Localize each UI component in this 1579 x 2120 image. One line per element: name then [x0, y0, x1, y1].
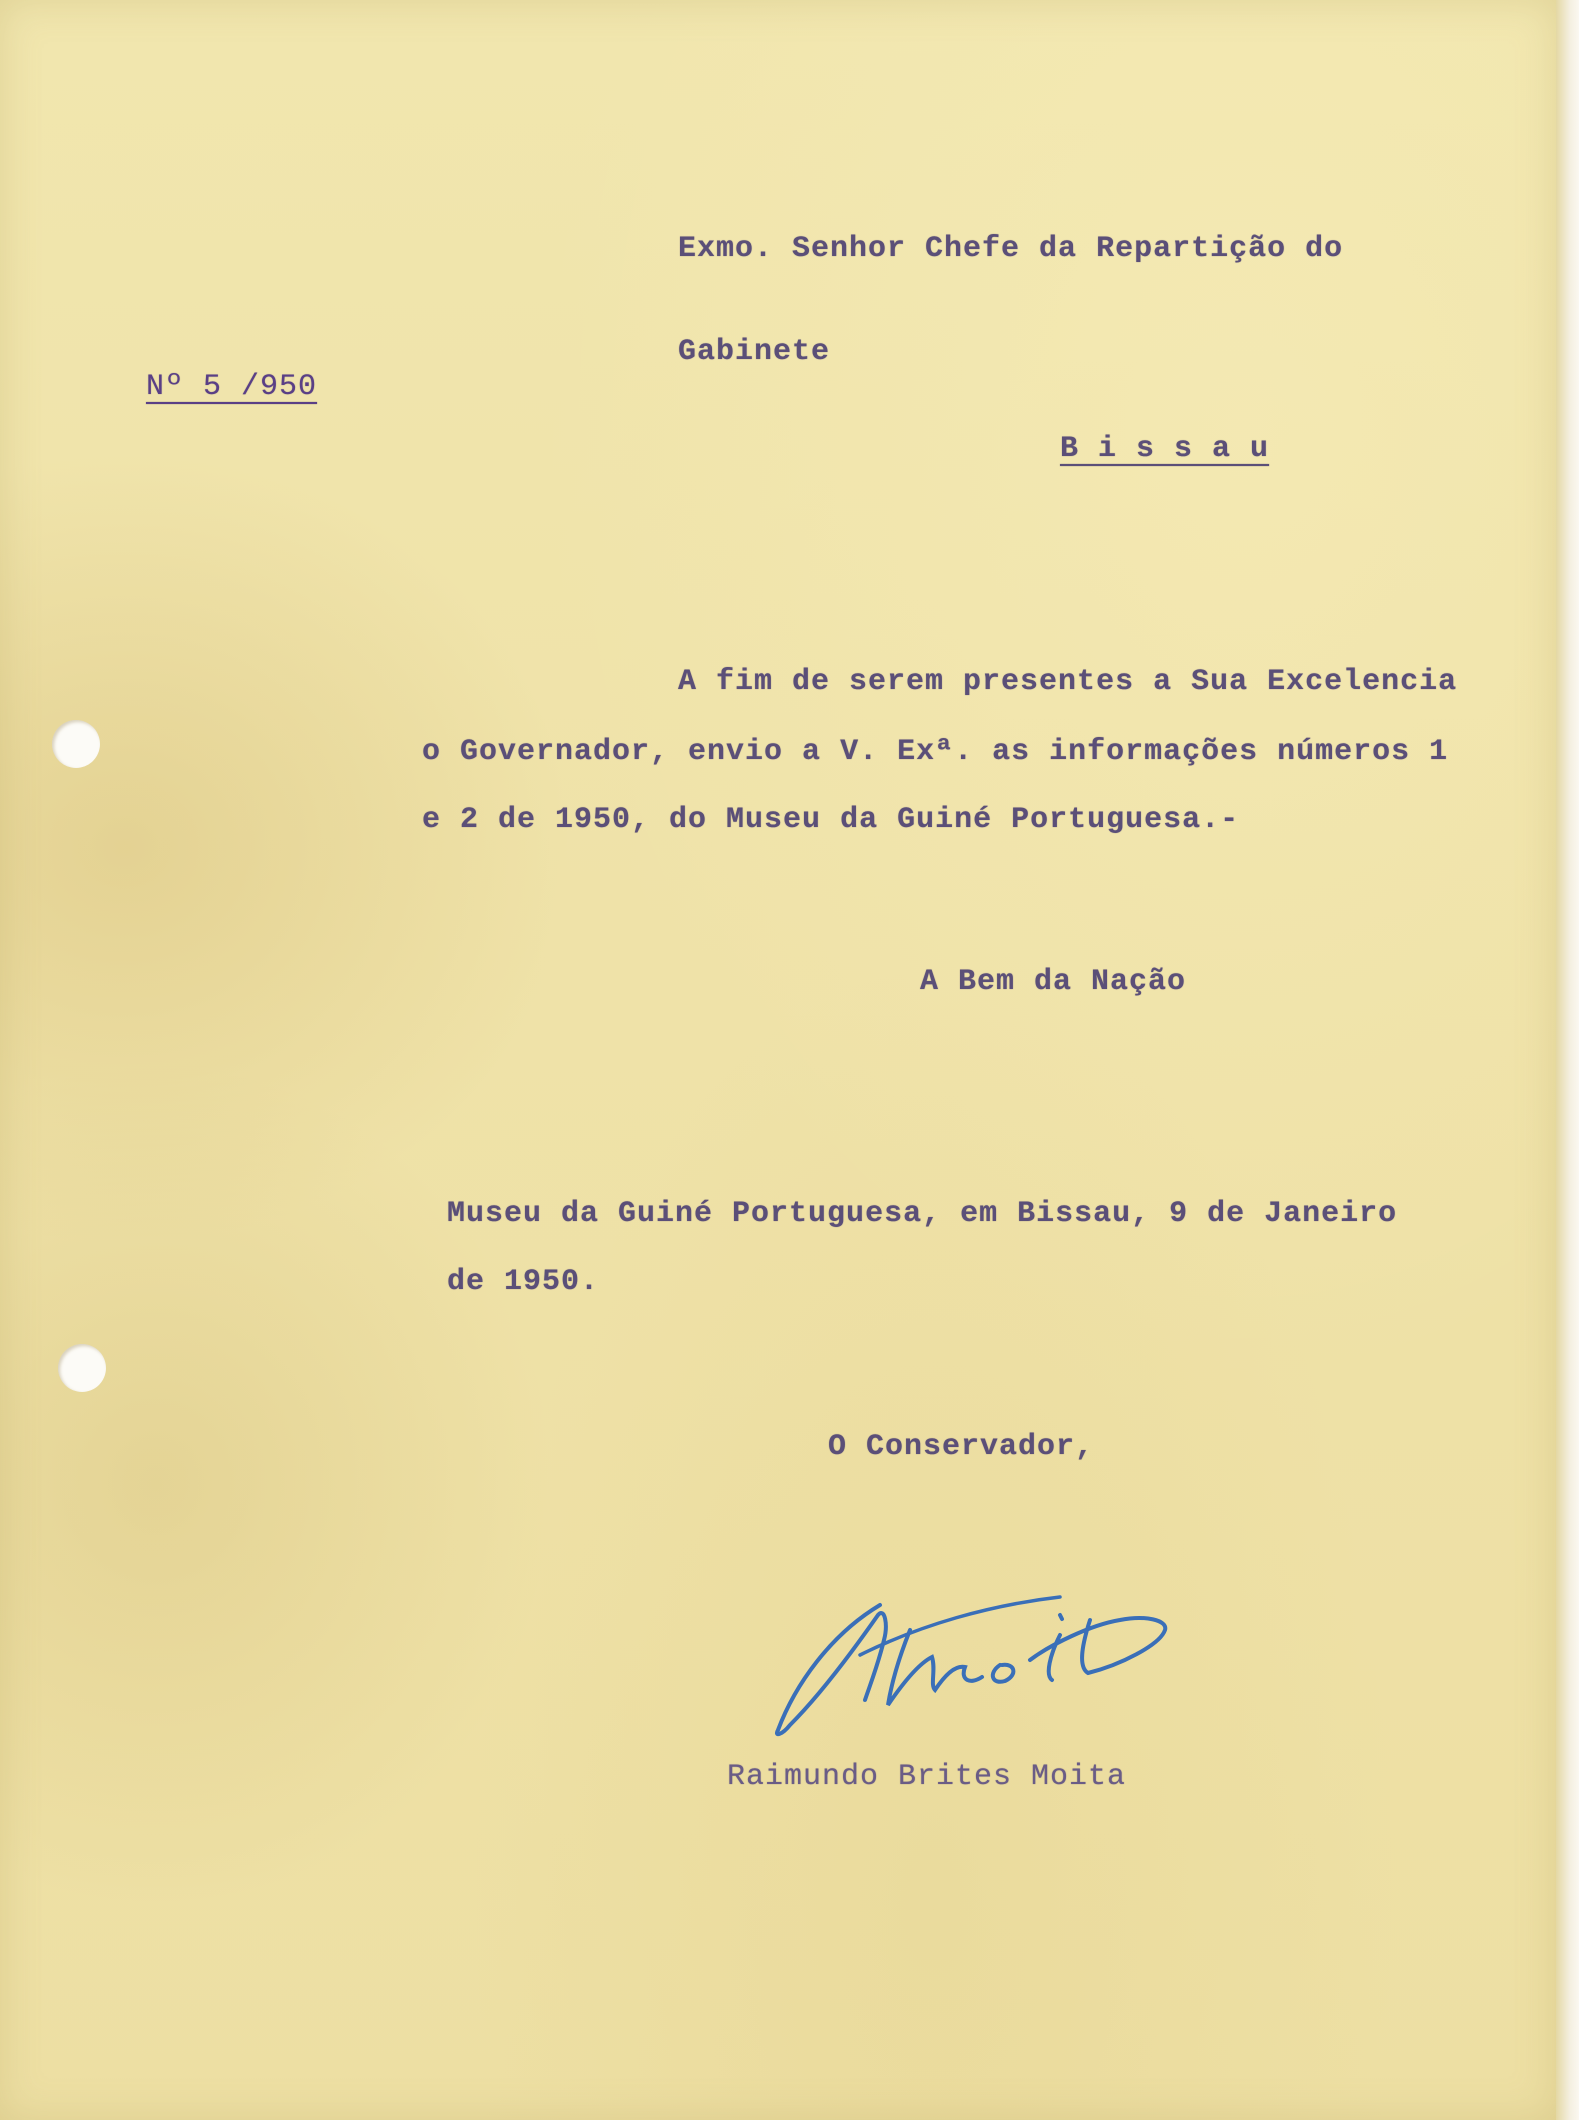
addressee-line-1: Exmo. Senhor Chefe da Repartição do — [678, 232, 1344, 266]
reference-number: Nº 5 /950 — [146, 370, 318, 404]
body-line-2: o Governador, envio a V. Exª. as informações números 1 — [422, 735, 1449, 769]
signatory-title: O Conservador, — [828, 1430, 1095, 1464]
place-date-line-2: de 1950. — [447, 1265, 600, 1299]
body-line-1: A fim de serem presentes a Sua Excelencia — [678, 665, 1458, 699]
place-date-line-1: Museu da Guiné Portuguesa, em Bissau, 9 de Janeiro — [447, 1197, 1398, 1231]
closing-salutation: A Bem da Nação — [920, 965, 1187, 999]
signatory-name: Raimundo Brites Moita — [727, 1760, 1127, 1794]
city-heading: B i s s a u — [1060, 432, 1270, 466]
body-line-3: e 2 de 1950, do Museu da Guiné Portuguesa.- — [422, 803, 1240, 837]
addressee-line-2: Gabinete — [678, 335, 831, 369]
punch-hole-bottom — [58, 1344, 106, 1392]
punch-hole-top — [52, 720, 100, 768]
handwritten-signature — [760, 1585, 1180, 1750]
page-edge — [1556, 0, 1579, 2120]
